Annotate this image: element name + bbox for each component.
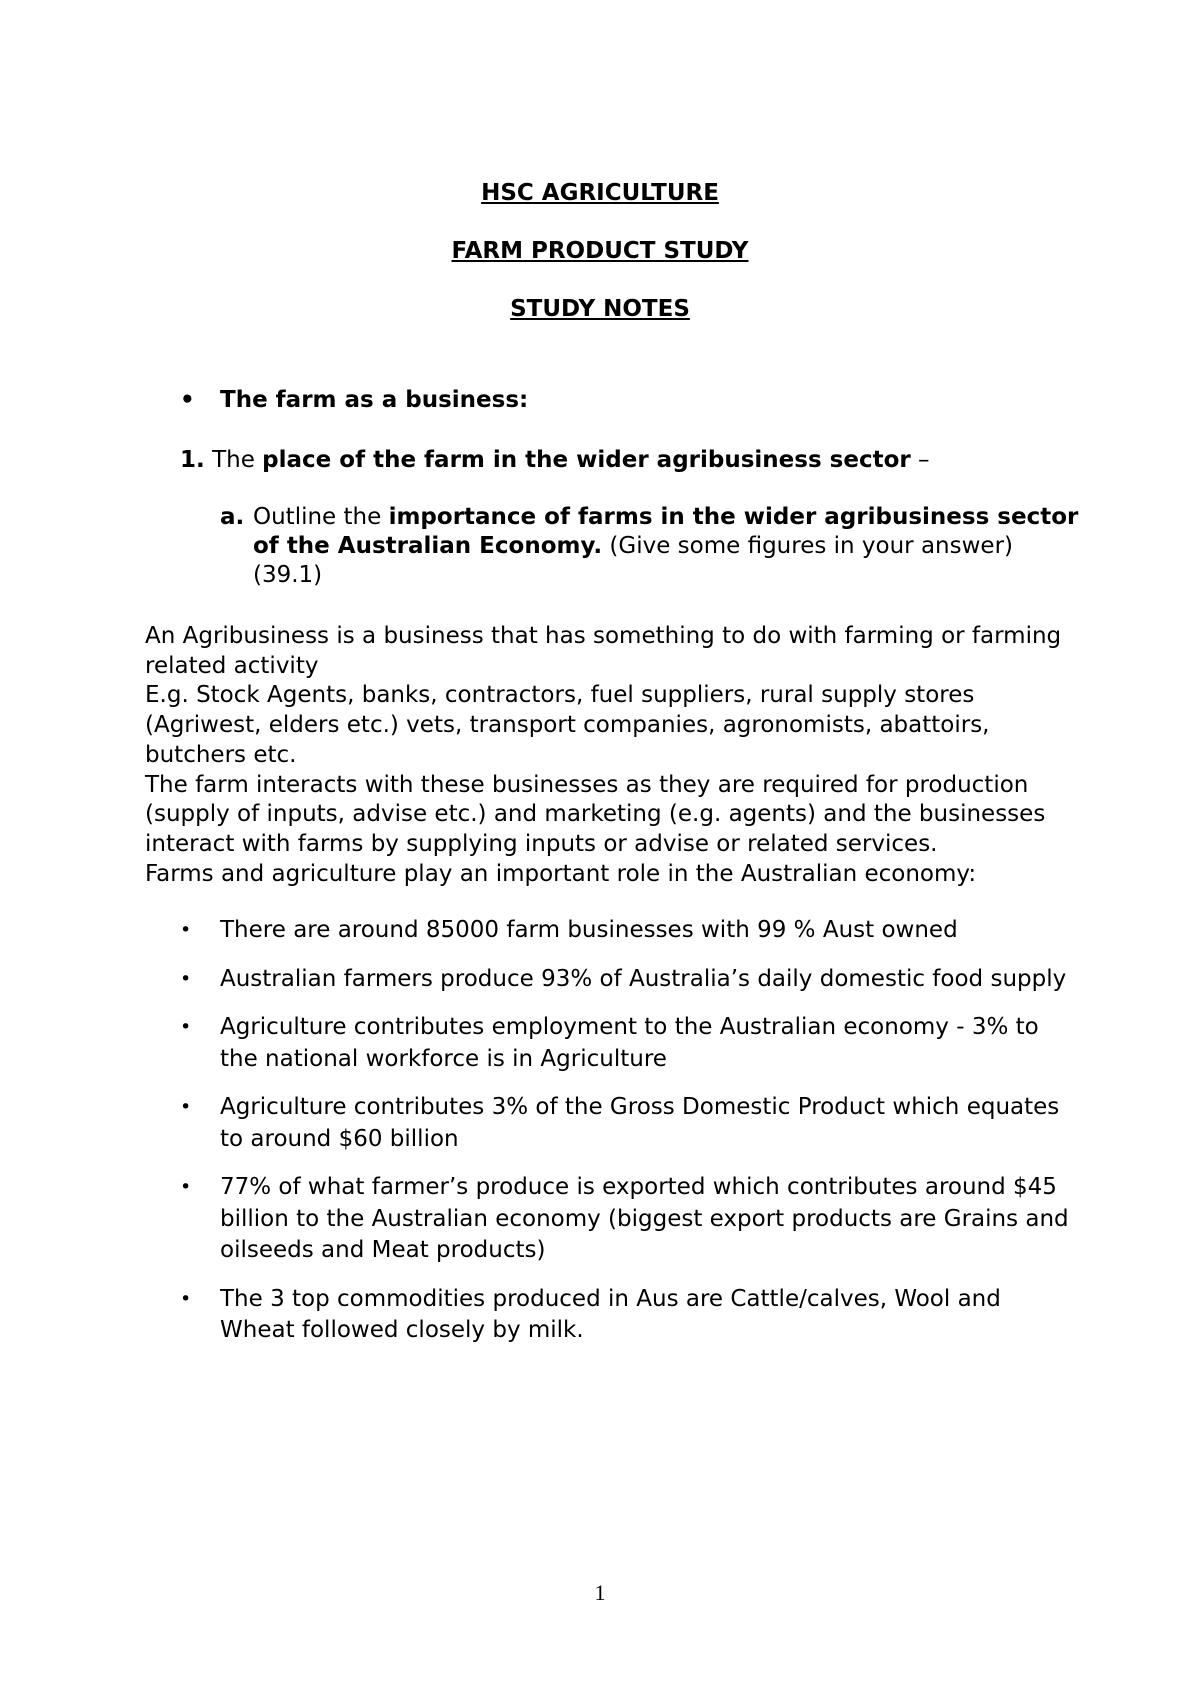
item-number: 1. — [180, 447, 205, 473]
sub-item-a — [220, 503, 1080, 590]
bullet-marker: • — [180, 387, 195, 413]
main-bullet-text: The farm as a business: — [220, 387, 529, 413]
bullet-marker: • — [180, 1176, 192, 1198]
paragraph-interaction: The farm interacts with these businesses as they are required for production (supply of inputs, advise etc.) and marketing (e.g. agents) and the businesses interact with farms by supplying inputs or advise or related services. — [145, 771, 1046, 857]
document-title: HSC AGRICULTURE — [481, 180, 719, 206]
paragraph-economy-intro: Farms and agriculture play an important role in the Australian economy: — [145, 860, 977, 887]
item-prefix: The — [212, 447, 255, 473]
list-item — [180, 964, 1080, 996]
document-subtitle: FARM PRODUCT STUDY — [451, 238, 749, 264]
facts-list — [180, 915, 1080, 1364]
body-text — [145, 622, 1075, 889]
bullet-marker: • — [180, 1016, 192, 1038]
bullet-marker: • — [180, 919, 192, 941]
item-bold-text: place of the farm in the wider agribusiness sector — [262, 447, 911, 473]
bullet-marker: • — [180, 1287, 192, 1310]
list-item-text: Agriculture contributes employment to the Australian economy - 3% to the national workforce is in Agriculture — [220, 1014, 1039, 1072]
list-item-text: Agriculture contributes 3% of the Gross Domestic Product which equates to around $60 billion — [220, 1094, 1060, 1152]
item-suffix: – — [918, 447, 930, 473]
list-item — [180, 1172, 1080, 1267]
list-item-text: The 3 top commodities produced in Aus are Cattle/calves, Wool and Wheat followed closely by milk. — [220, 1285, 1001, 1343]
paragraph-examples: E.g. Stock Agents, banks, contractors, fuel suppliers, rural supply stores (Agriwest, elders etc.) vets, transport companies, agronomists, abattoirs, butchers etc. — [145, 682, 990, 768]
sub-item-letter: a. — [220, 504, 245, 530]
section-heading: STUDY NOTES — [510, 296, 690, 322]
list-item — [180, 1284, 1080, 1347]
list-item — [180, 1092, 1080, 1155]
numbered-item-1 — [180, 445, 930, 475]
list-item — [180, 1012, 1080, 1075]
sub-item-bold-text: importance of farms in the wider agribusiness sector of the Australian Economy. — [253, 504, 1079, 559]
bullet-marker: • — [180, 1096, 192, 1118]
sub-item-suffix: (Give some figures in your answer) (39.1) — [253, 533, 1013, 588]
page-number: 1 — [594, 1580, 606, 1605]
sub-item-body — [253, 503, 1080, 590]
list-item-text: 77% of what farmer’s produce is exported which contributes around $45 billion to the Australian economy (biggest export products are Grains and oilseeds and Meat products) — [220, 1174, 1069, 1263]
list-item-text: Australian farmers produce 93% of Australia’s daily domestic food supply — [220, 965, 1067, 992]
list-item — [180, 915, 1080, 947]
list-item-text: There are around 85000 farm businesses with 99 % Aust owned — [220, 917, 958, 943]
paragraph-agribusiness-definition: An Agribusiness is a business that has something to do with farming or farming related activity — [145, 623, 1062, 679]
bullet-marker: • — [180, 967, 192, 990]
sub-item-prefix: Outline the — [253, 504, 382, 530]
